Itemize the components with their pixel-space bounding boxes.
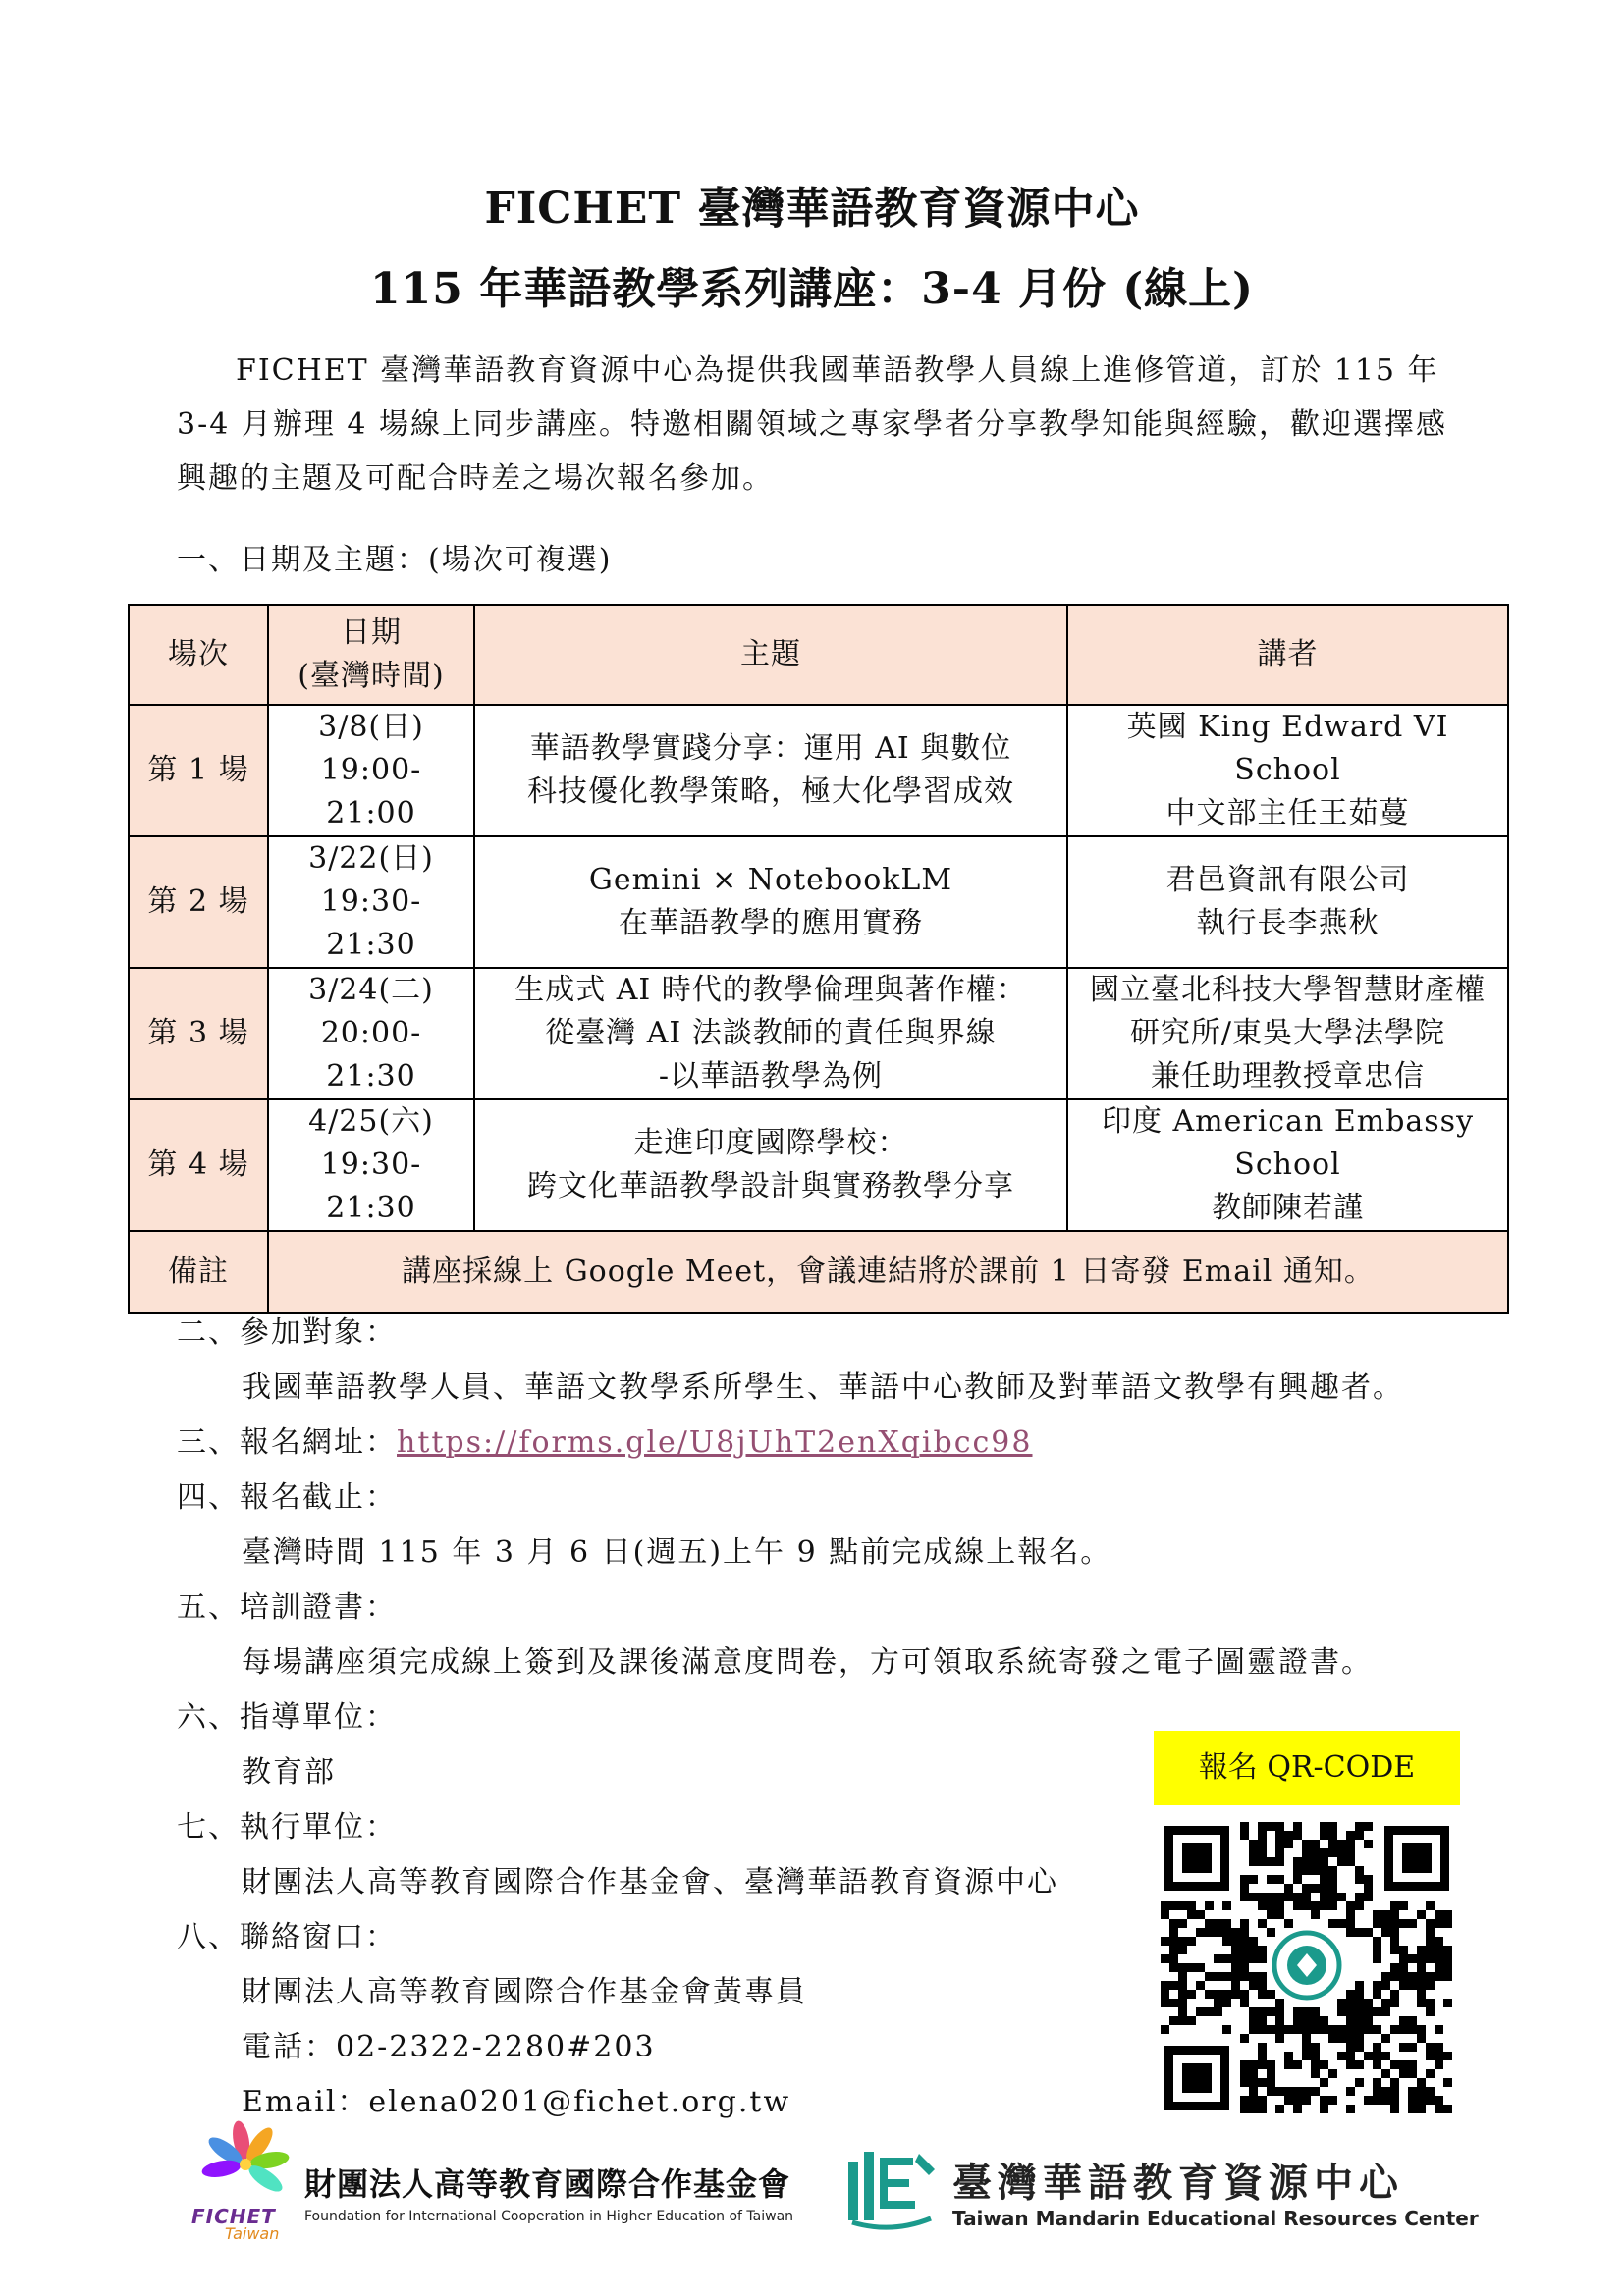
contact-email: Email：elena0201@fichet.org.tw — [242, 2085, 791, 2119]
date-cell — [268, 705, 474, 836]
topic-cell — [474, 836, 1067, 968]
section-schedule-heading: 一、日期及主題：(場次可複選) — [177, 543, 613, 577]
contact-heading: 八、聯絡窗口： — [177, 1920, 397, 1954]
speaker-line: 君邑資訊有限公司 — [1165, 863, 1410, 897]
session-cell: 第 3 場 — [129, 968, 268, 1099]
date-text: 3/8(日) — [318, 710, 424, 744]
table-row — [129, 1099, 1508, 1231]
time-text: 19:30-21:30 — [320, 884, 422, 962]
registration-link[interactable]: https://forms.gle/U8jUhT2enXqibcc98 — [397, 1425, 1033, 1460]
topic-line: 從臺灣 AI 法談教師的責任與界線 — [545, 1016, 997, 1050]
remark-row — [129, 1231, 1508, 1313]
topic-line: 跨文化華語教學設計與實務教學分享 — [527, 1169, 1014, 1203]
speaker-line: 執行長李燕秋 — [1196, 906, 1380, 940]
foundation-name-en: Foundation for International Cooperation in Higher Education of Taiwan — [304, 2209, 794, 2224]
guidance-heading: 六、指導單位： — [177, 1700, 397, 1735]
speaker-line: 國立臺北科技大學智慧財產權 — [1090, 973, 1486, 1007]
time-text: 19:30-21:30 — [320, 1148, 422, 1225]
remark-label: 備註 — [129, 1231, 268, 1313]
table-row — [129, 836, 1508, 968]
topic-line: Gemini × NotebookLM — [588, 863, 953, 897]
speaker-line: 印度 American Embassy School — [1101, 1104, 1475, 1182]
header-date-line1: 日期 — [341, 615, 402, 650]
header-date-line2: (臺灣時間) — [298, 659, 445, 693]
header-date — [268, 605, 474, 705]
fichet-logo-text: FICHET — [191, 2205, 276, 2228]
certificate-text: 每場講座須完成線上簽到及課後滿意度問卷，方可領取系統寄發之電子圖靈證書。 — [242, 1645, 1373, 1680]
center-logo-block — [844, 2140, 1479, 2248]
fichet-logo-subtext: Taiwan — [225, 2224, 280, 2243]
speaker-cell — [1067, 968, 1508, 1099]
contact-person: 財團法人高等教育國際合作基金會黃專員 — [242, 1975, 807, 2009]
deadline-text: 臺灣時間 115 年 3 月 6 日(週五)上午 9 點前完成線上報名。 — [242, 1535, 1112, 1570]
guidance-text: 教育部 — [242, 1755, 336, 1789]
schedule-table — [128, 604, 1509, 1314]
speaker-line: 中文部主任王茹蔓 — [1165, 796, 1410, 830]
qr-code-icon[interactable] — [1157, 1818, 1457, 2118]
table-row — [129, 968, 1508, 1099]
target-text: 我國華語教學人員、華語文教學系所學生、華語中心教師及對華語文教學有興趣者。 — [242, 1370, 1404, 1405]
registration-line — [177, 1415, 1404, 1470]
certificate-heading: 五、培訓證書： — [177, 1590, 397, 1625]
date-cell — [268, 968, 474, 1099]
speaker-line: 教師陳若謹 — [1212, 1191, 1364, 1225]
speaker-cell — [1067, 705, 1508, 836]
deadline-heading: 四、報名截止： — [177, 1480, 397, 1515]
executor-heading: 七、執行單位： — [177, 1810, 397, 1844]
target-heading: 二、參加對象： — [177, 1315, 397, 1350]
time-text: 20:00-21:30 — [320, 1016, 422, 1094]
contact-phone: 電話：02-2322-2280#203 — [242, 2030, 656, 2064]
resource-center-name-zh: 臺灣華語教育資源中心 — [952, 2161, 1404, 2206]
speaker-line: 兼任助理教授章忠信 — [1151, 1059, 1425, 1094]
foundation-name-zh: 財團法人高等教育國際合作基金會 — [304, 2165, 791, 2203]
topic-line: 生成式 AI 時代的教學倫理與著作權： — [514, 973, 1027, 1007]
header-speaker: 講者 — [1067, 605, 1508, 705]
header-session: 場次 — [129, 605, 268, 705]
topic-line: 科技優化教學策略，極大化學習成效 — [527, 774, 1014, 809]
date-text: 4/25(六) — [308, 1104, 434, 1139]
time-text: 19:00-21:00 — [320, 753, 422, 830]
resource-center-logo-icon — [844, 2140, 939, 2234]
date-text: 3/22(日) — [308, 841, 434, 876]
remark-text: 講座採線上 Google Meet，會議連結將於課前 1 日寄發 Email 通知。 — [268, 1231, 1508, 1313]
table-header-row — [129, 605, 1508, 705]
topic-line: -以華語教學為例 — [658, 1059, 884, 1094]
topic-cell — [474, 705, 1067, 836]
executor-text: 財團法人高等教育國際合作基金會、臺灣華語教育資源中心 — [242, 1865, 1058, 1899]
table-row — [129, 705, 1508, 836]
resource-center-name-en: Taiwan Mandarin Educational Resources Center — [952, 2207, 1479, 2230]
topic-line: 華語教學實踐分享：運用 AI 與數位 — [529, 731, 1012, 766]
speaker-line: 英國 King Edward VI School — [1126, 710, 1449, 787]
date-cell — [268, 836, 474, 968]
intro-paragraph: FICHET 臺灣華語教育資源中心為提供我國華語教學人員線上進修管道，訂於 115 年 3-4 月辦理 4 場線上同步講座。特邀相關領域之專家學者分享教學知能與經驗，歡迎選擇感興趣的主題及可配合時差之場次報名參加。 — [177, 353, 1448, 496]
date-cell — [268, 1099, 474, 1231]
page-subtitle: 115 年華語教學系列講座：3-4 月份 (線上) — [370, 264, 1254, 314]
registration-label: 三、報名網址： — [177, 1425, 397, 1460]
speaker-line: 研究所/東吳大學法學院 — [1129, 1016, 1446, 1050]
session-cell: 第 1 場 — [129, 705, 268, 836]
speaker-cell — [1067, 836, 1508, 968]
qr-label: 報名 QR-CODE — [1154, 1731, 1460, 1805]
session-cell: 第 2 場 — [129, 836, 268, 968]
topic-line: 在華語教學的應用實務 — [619, 906, 923, 940]
topic-cell — [474, 1099, 1067, 1231]
qr-code-graphic — [1157, 1818, 1457, 2118]
page-title: FICHET 臺灣華語教育資源中心 — [484, 184, 1140, 234]
topic-line: 走進印度國際學校： — [633, 1126, 908, 1160]
speaker-cell — [1067, 1099, 1508, 1231]
fichet-flower-icon — [191, 2120, 299, 2209]
topic-cell — [474, 968, 1067, 1099]
fichet-logo-block — [191, 2120, 820, 2248]
date-text: 3/24(二) — [308, 973, 434, 1007]
session-cell: 第 4 場 — [129, 1099, 268, 1231]
header-topic: 主題 — [474, 605, 1067, 705]
